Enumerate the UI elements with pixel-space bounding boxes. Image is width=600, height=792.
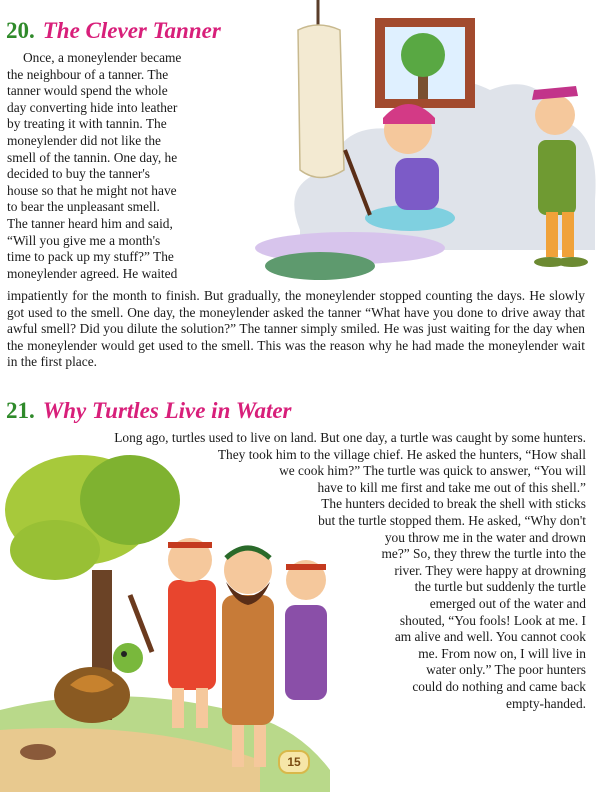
text-line: the turtle but suddenly the turtle — [414, 579, 586, 595]
turtle-hunters-illustration — [0, 430, 345, 792]
text-line: have to kill me first and take me out of this shell.” — [317, 479, 586, 495]
story-20-heading — [6, 18, 221, 44]
text-line: river. They were happy at drowning — [394, 562, 586, 578]
text-line: shouted, “You fools! Look at me. I — [399, 612, 586, 628]
text-line: could do nothing and came back — [412, 679, 586, 694]
story-20-title: The Clever Tanner — [42, 18, 221, 43]
text-line: me. From now on, I will live in — [418, 645, 586, 661]
text-line: tanner would spend the whole — [7, 83, 168, 99]
text-line: house so that he might not have — [7, 182, 177, 198]
text-line: smell of the tannin. One day, he — [7, 149, 178, 165]
text-line: water only.” The poor hunters — [426, 662, 586, 678]
page-number: 15 — [278, 750, 310, 774]
text-line: “Will you give me a month's — [7, 232, 161, 248]
text-line: They took him to the village chief. He asked the hunters, “How shall — [217, 446, 586, 462]
text-line: by treating it with tannin. The — [7, 116, 167, 132]
text-line: you throw me in the water and drown — [384, 529, 586, 545]
text-line: the neighbour of a tanner. The — [7, 66, 169, 82]
story-21-title: Why Turtles Live in Water — [42, 398, 292, 423]
text-line: The tanner heard him and said, — [7, 215, 173, 231]
text-line: time to pack up my stuff?” The — [7, 249, 174, 265]
story-20-column-text — [7, 50, 237, 282]
text-line: me?” So, they threw the turtle into the — [381, 546, 586, 562]
text-line: empty-handed. — [506, 695, 586, 711]
text-line: but the turtle stopped them. He asked, “Why don't — [318, 513, 586, 528]
text-line: Once, a moneylender became — [23, 50, 182, 65]
story-21-number: 21. — [6, 398, 35, 423]
story-21-heading — [6, 398, 292, 424]
text-line: decided to buy the tanner's — [7, 166, 150, 182]
text-line: Long ago, turtles used to live on land. But one day, a turtle was caught by some hunters. — [114, 430, 586, 445]
story-20-number: 20. — [6, 18, 35, 43]
text-line: emerged out of the water and — [429, 596, 586, 611]
text-line: moneylender agreed. He waited — [7, 265, 178, 281]
text-line: we cook him?” The turtle was quick to answer, “You will — [279, 463, 586, 479]
text-line: The hunters decided to break the shell with sticks — [321, 496, 586, 512]
text-line: am alive and well. You cannot cook — [394, 629, 586, 645]
text-line: day converting hide into leather — [7, 99, 178, 115]
tanner-illustration — [240, 0, 600, 290]
story-20-continuation: impatiently for the month to finish. But gradually, the moneylender stopped counting the days. He slowly got used to the smell. One day, the moneylender asked the tanner “What have you done to drive away that awful smell? Did you dilute the solution?” The tanner simply smiled. He was just waiting for the day when the moneylender would get used to the smell. This was the reason why he had made the moneylender wait in the first place. — [7, 288, 585, 370]
text-line: to bear the unpleasant smell. — [7, 199, 160, 215]
text-line: moneylender did not like the — [7, 132, 161, 148]
